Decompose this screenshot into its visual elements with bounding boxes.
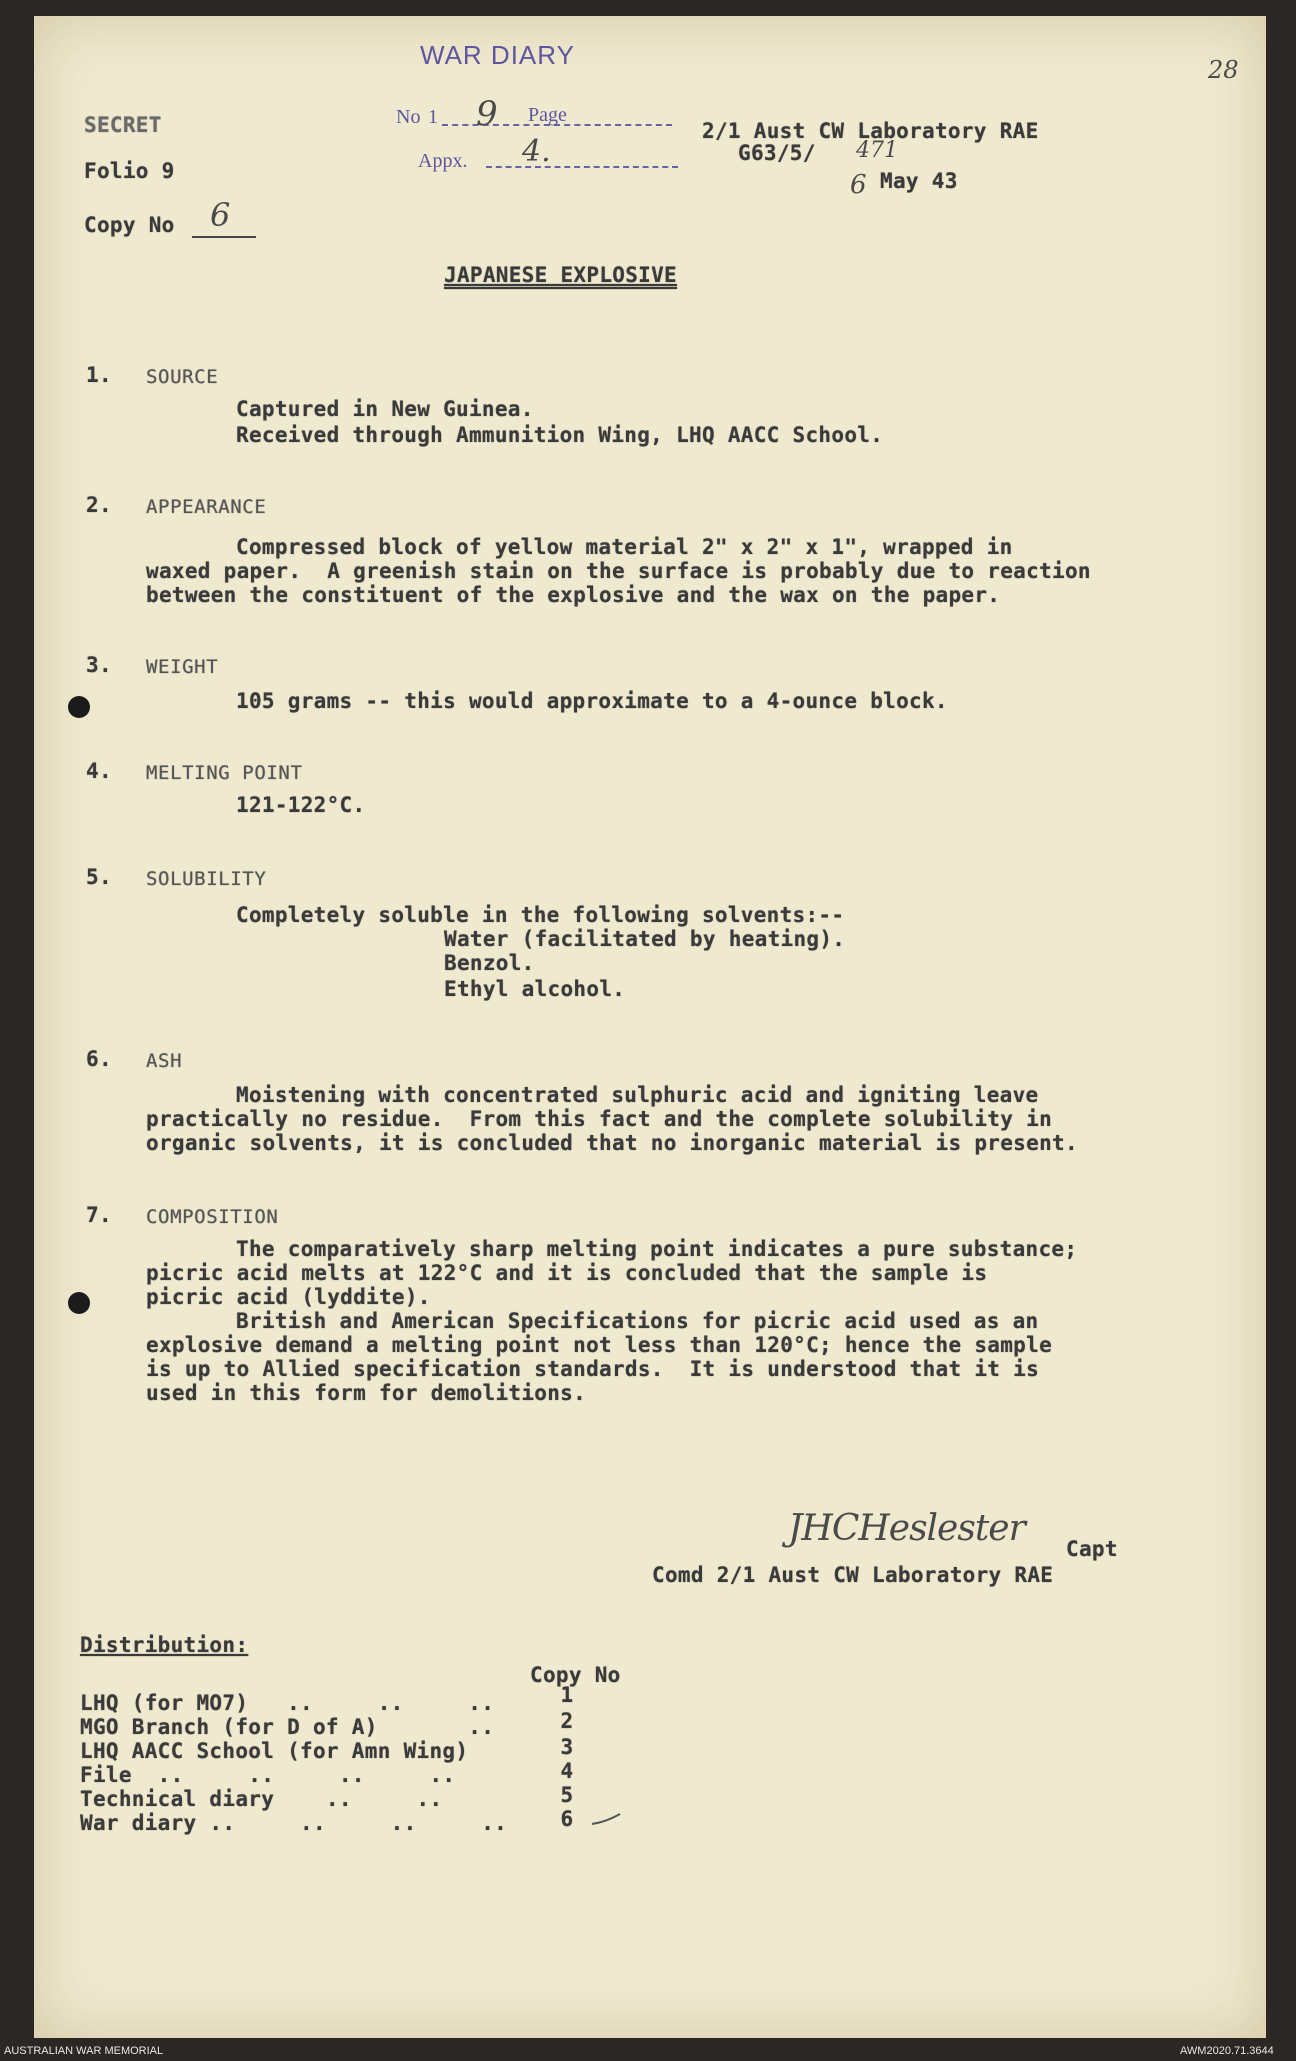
signature-rank: Capt bbox=[1066, 1537, 1118, 1561]
distribution-heading: Distribution: bbox=[80, 1633, 249, 1657]
distribution-row: MGO Branch (for D of A) .. bbox=[80, 1715, 495, 1739]
section-text-line: Moistening with concentrated sulphuric acid and igniting leave bbox=[236, 1083, 1039, 1107]
date-day-handwritten: 6 bbox=[850, 170, 867, 200]
stamp-no-label: No bbox=[396, 106, 421, 128]
section-number: 5. bbox=[86, 865, 112, 889]
stamp-page-label: Page bbox=[528, 104, 567, 126]
tick-mark-icon bbox=[590, 1808, 622, 1828]
copy-no-label: Copy No bbox=[84, 213, 175, 237]
section-text-line: Benzol. bbox=[444, 951, 535, 975]
distribution-copy-number: 6 bbox=[560, 1807, 574, 1831]
distribution-copy-number: 3 bbox=[560, 1735, 574, 1759]
section-number: 7. bbox=[86, 1203, 112, 1227]
section-text-line: organic solvents, it is concluded that no inorganic material is present. bbox=[146, 1131, 1078, 1155]
section-text-line: 121-122°C. bbox=[236, 793, 366, 817]
document-title: JAPANESE EXPLOSIVE bbox=[444, 263, 677, 287]
section-number: 3. bbox=[86, 653, 112, 677]
section-text-line: Completely soluble in the following solvents:-- bbox=[236, 903, 845, 927]
copy-no-underline bbox=[192, 236, 256, 238]
section-heading-composition: COMPOSITION bbox=[146, 1206, 279, 1228]
section-text-line: waxed paper. A greenish stain on the surface is probably due to reaction bbox=[146, 559, 1091, 583]
punch-hole bbox=[68, 1292, 90, 1314]
file-reference-handwritten: 471 bbox=[856, 138, 898, 163]
distribution-copy-number: 4 bbox=[560, 1759, 574, 1783]
section-number: 1. bbox=[86, 363, 112, 387]
section-text-line: picric acid (lyddite). bbox=[146, 1285, 431, 1309]
file-reference: G63/5/ bbox=[738, 141, 816, 165]
section-text-line: Received through Ammunition Wing, LHQ AACC School. bbox=[236, 423, 884, 447]
stamp-appx-label: Appx. bbox=[418, 150, 468, 172]
distribution-row: LHQ (for MO7) .. .. .. bbox=[80, 1691, 495, 1715]
section-heading-source: SOURCE bbox=[146, 366, 219, 388]
stamp-appx-line bbox=[486, 166, 678, 168]
section-text-line: British and American Specifications for picric acid used as an bbox=[236, 1309, 1039, 1333]
punch-hole bbox=[68, 696, 90, 718]
distribution-row: LHQ AACC School (for Amn Wing) bbox=[80, 1739, 469, 1763]
distribution-copy-number: 5 bbox=[560, 1783, 574, 1807]
footer-right-id: AWM2020.71.3644 bbox=[1180, 2045, 1274, 2057]
section-heading-melting-point: MELTING POINT bbox=[146, 762, 303, 784]
section-heading-solubility: SOLUBILITY bbox=[146, 868, 267, 890]
copy-no-value: 6 bbox=[210, 196, 231, 234]
distribution-copy-number: 1 bbox=[560, 1683, 574, 1707]
section-text-line: Ethyl alcohol. bbox=[444, 977, 626, 1001]
section-heading-appearance: APPEARANCE bbox=[146, 496, 267, 518]
stamp-page-value: 9 bbox=[476, 94, 498, 134]
section-text-line: explosive demand a melting point not less than 120°C; hence the sample bbox=[146, 1333, 1053, 1357]
section-text-line: used in this form for demolitions. bbox=[146, 1381, 587, 1405]
folio-label: Folio 9 bbox=[84, 159, 175, 183]
security-classification: SECRET bbox=[84, 113, 162, 137]
section-text-line: The comparatively sharp melting point indicates a pure substance; bbox=[236, 1237, 1078, 1261]
distribution-row: Technical diary .. .. bbox=[80, 1787, 443, 1811]
signature-unit: Comd 2/1 Aust CW Laboratory RAE bbox=[652, 1563, 1054, 1587]
distribution-row: War diary .. .. .. .. bbox=[80, 1811, 508, 1835]
stamp-no-value: 1 bbox=[428, 106, 438, 128]
distribution-copy-header: Copy No bbox=[530, 1663, 621, 1687]
footer-left-credit: AUSTRALIAN WAR MEMORIAL bbox=[4, 2045, 164, 2057]
corner-folio-number: 28 bbox=[1208, 56, 1239, 84]
section-text-line: practically no residue. From this fact and the complete solubility in bbox=[146, 1107, 1053, 1131]
section-text-line: is up to Allied specification standards. It is understood that it is bbox=[146, 1357, 1040, 1381]
section-text-line: picric acid melts at 122°C and it is concluded that the sample is bbox=[146, 1261, 988, 1285]
unit-name: 2/1 Aust CW Laboratory RAE bbox=[702, 119, 1039, 143]
section-text-line: 105 grams -- this would approximate to a 4-ounce block. bbox=[236, 689, 948, 713]
distribution-row: File .. .. .. .. bbox=[80, 1763, 456, 1787]
section-number: 4. bbox=[86, 759, 112, 783]
section-heading-ash: ASH bbox=[146, 1050, 183, 1072]
date-month-year: May 43 bbox=[880, 169, 958, 193]
section-heading-weight: WEIGHT bbox=[146, 656, 219, 678]
section-text-line: Captured in New Guinea. bbox=[236, 397, 534, 421]
section-number: 2. bbox=[86, 493, 112, 517]
section-text-line: Water (facilitated by heating). bbox=[444, 927, 846, 951]
distribution-copy-number: 2 bbox=[560, 1709, 574, 1733]
stamp-appx-value: 4. bbox=[522, 134, 551, 169]
section-text-line: Compressed block of yellow material 2" x 2" x 1", wrapped in bbox=[236, 535, 1013, 559]
section-text-line: between the constituent of the explosive and the wax on the paper. bbox=[146, 583, 1001, 607]
section-number: 6. bbox=[86, 1047, 112, 1071]
signature: JHCHeslester bbox=[788, 1508, 1025, 1549]
war-diary-stamp-title: WAR DIARY bbox=[420, 40, 575, 70]
